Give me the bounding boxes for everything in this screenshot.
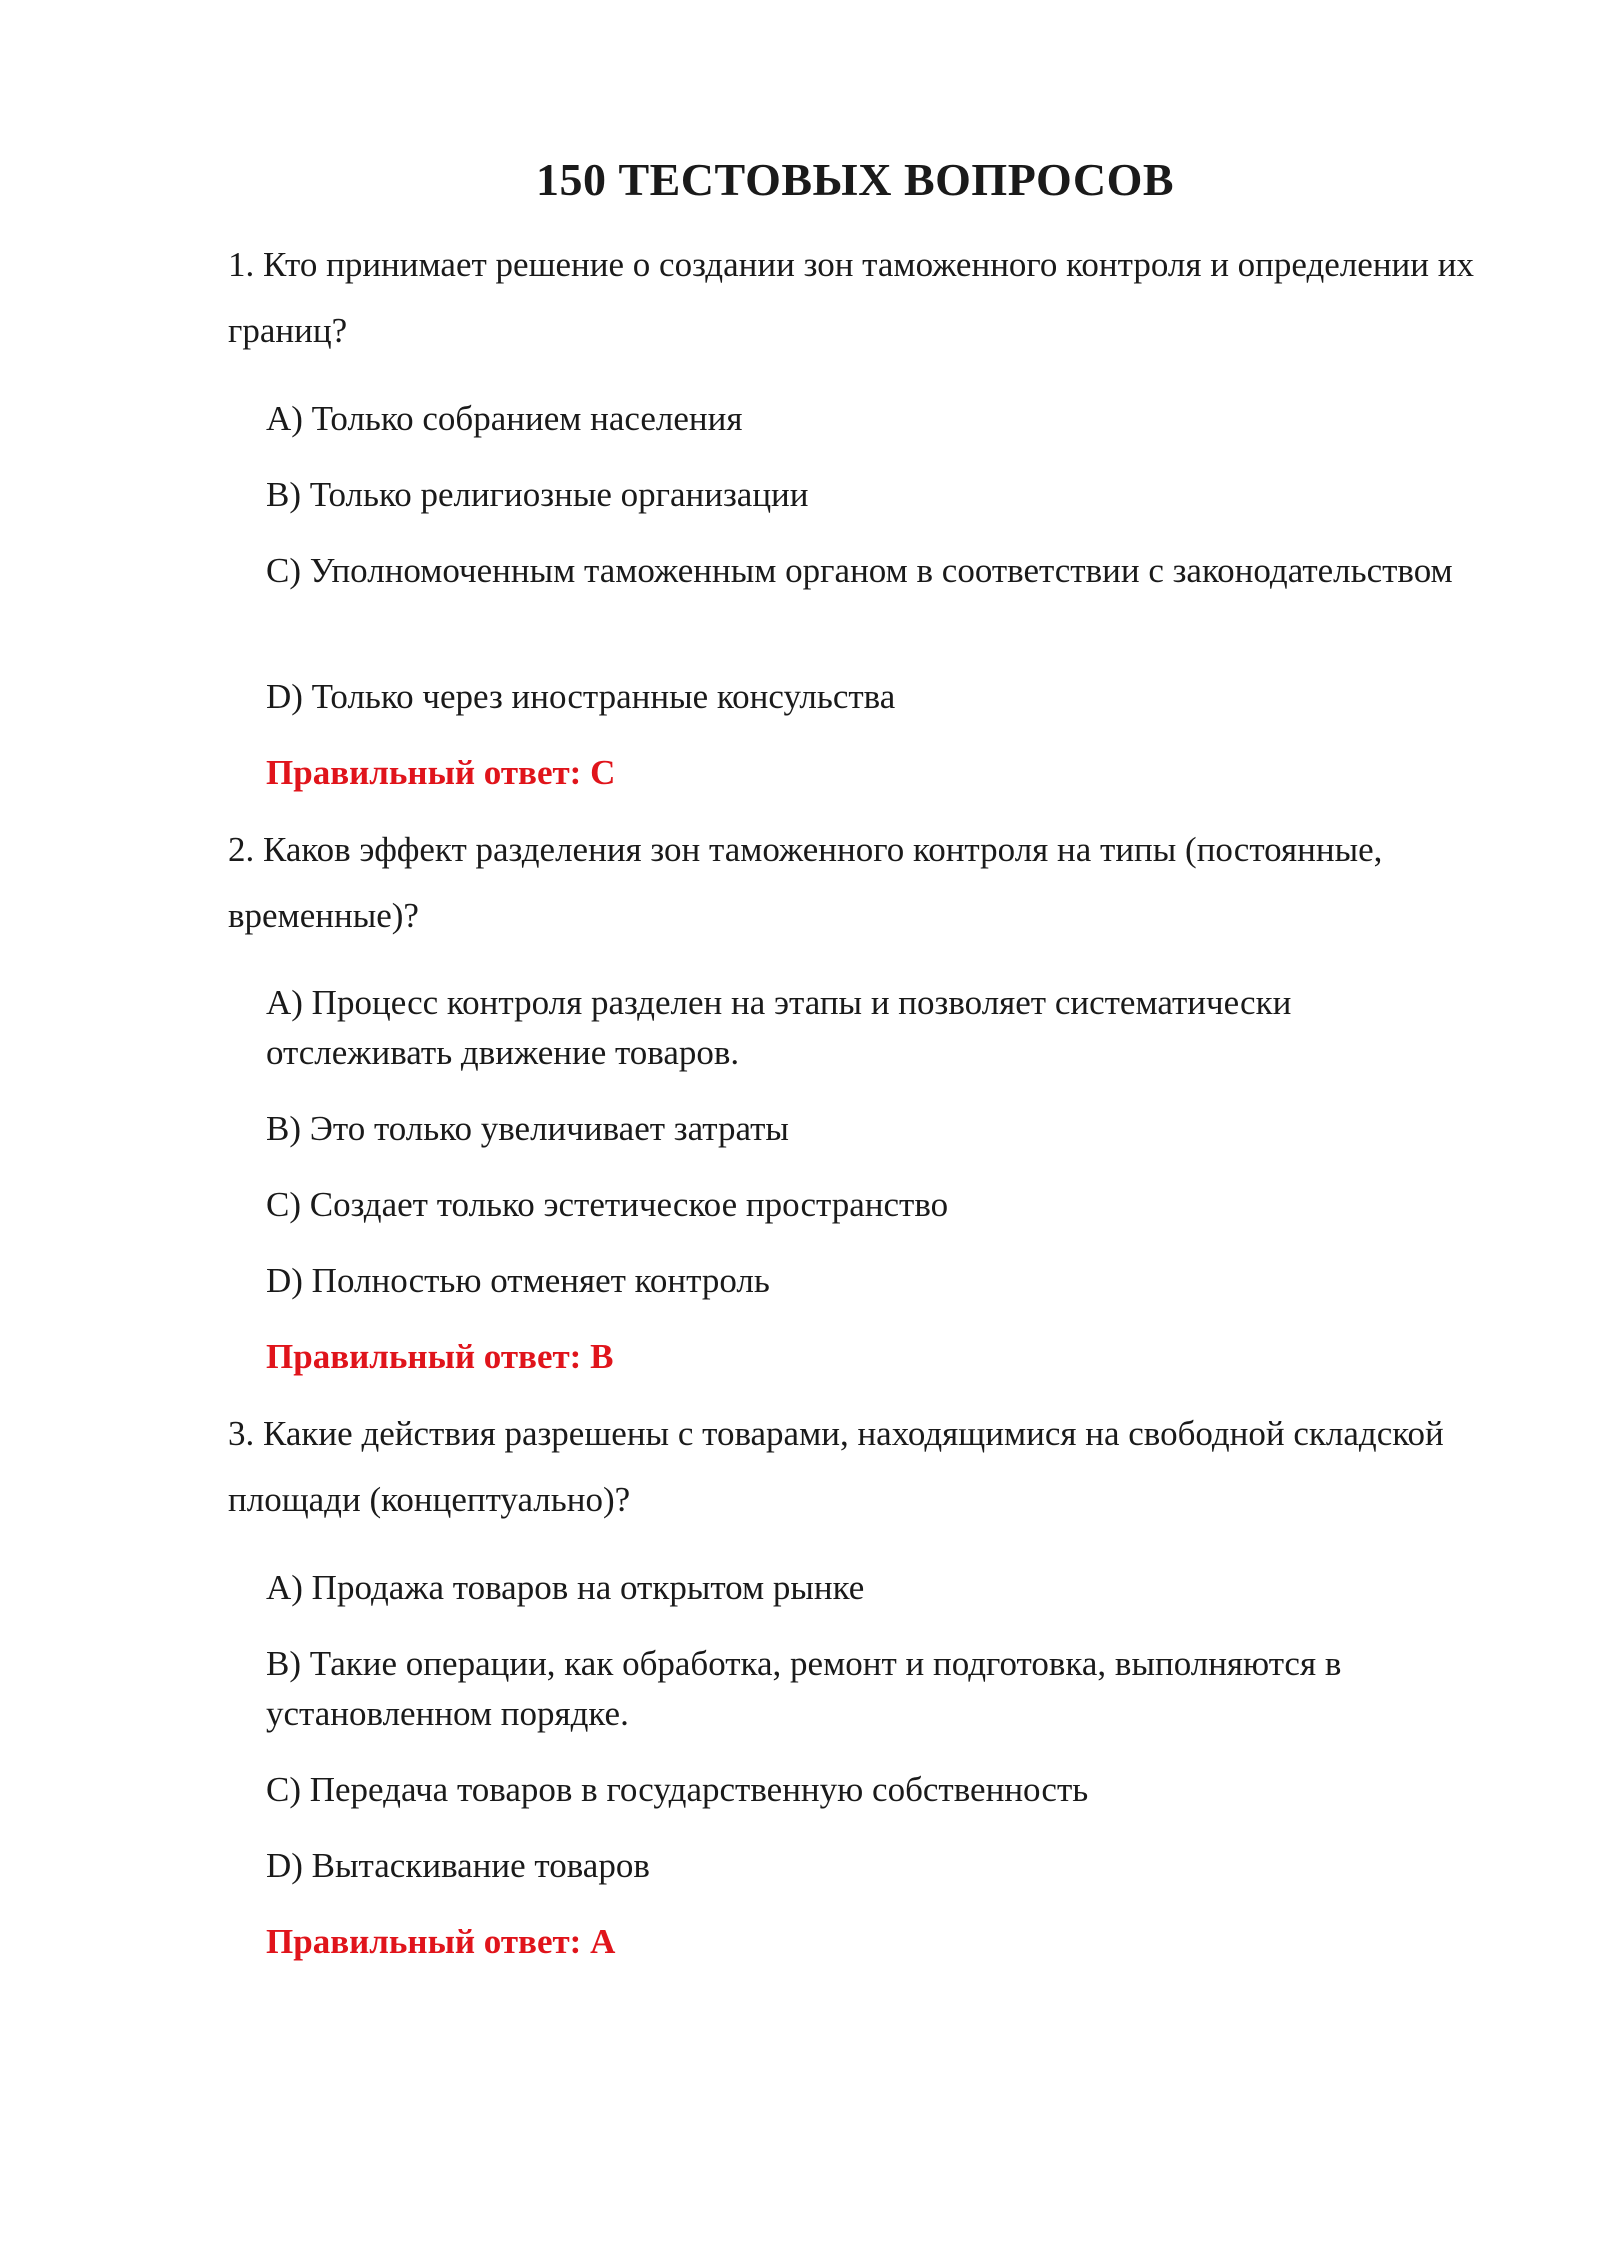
question-3-option-c: C) Передача товаров в государственную собственность [266,1770,1089,1809]
question-1: 1. Кто принимает решение о создании зон таможенного контроля и определении их границ? [228,245,1474,350]
question-2: 2. Каков эффект разделения зон таможенного контроля на типы (постоянные, временные)? [228,830,1383,935]
question-1-option-c: C) Уполномоченным таможенным органом в соответствии с законодательством [266,551,1453,590]
question-3-option-a: A) Продажа товаров на открытом рынке [266,1568,865,1607]
question-2-correct-answer: Правильный ответ: B [266,1337,614,1376]
question-1-option-d: D) Только через иностранные консульства [266,677,896,716]
question-3-option-b: B) Такие операции, как обработка, ремонт и подготовка, выполняются в установленном порядке. [266,1644,1342,1733]
question-2-option-b: B) Это только увеличивает затраты [266,1109,789,1148]
question-2-option-c: C) Создает только эстетическое пространство [266,1185,949,1224]
question-1-option-a: A) Только собранием населения [266,399,743,438]
question-3: 3. Какие действия разрешены с товарами, находящимися на свободной складской площади (концептуально)? [228,1414,1444,1519]
question-1-correct-answer: Правильный ответ: C [266,753,616,792]
question-3-correct-answer: Правильный ответ: A [266,1922,616,1961]
page-title: 150 ТЕСТОВЫХ ВОПРОСОВ [535,154,1175,205]
question-1-option-b: B) Только религиозные организации [266,475,809,514]
question-3-option-d: D) Вытаскивание товаров [266,1846,650,1885]
question-2-option-d: D) Полностью отменяет контроль [266,1261,770,1300]
question-2-option-a: A) Процесс контроля разделен на этапы и позволяет систематически отслеживать движение товаров. [266,983,1292,1072]
